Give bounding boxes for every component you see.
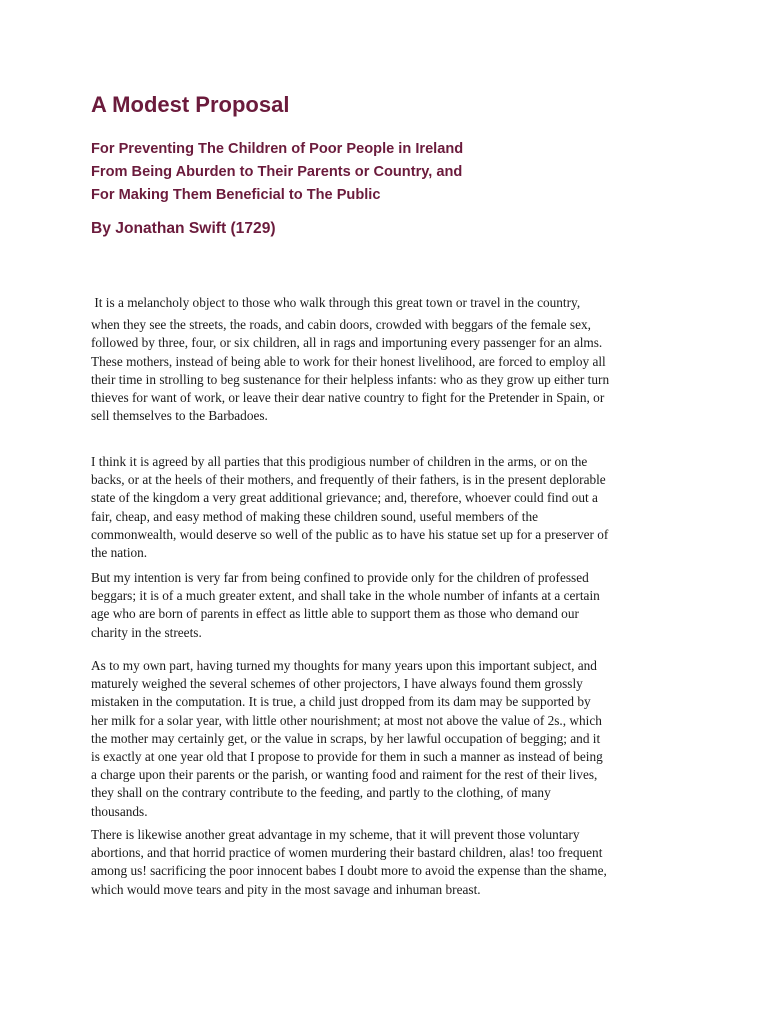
text-line: age who are born of parents in effect as little able to support them as those who demand our <box>91 606 579 622</box>
text-line: It is a melancholy object to those who walk through this great town or travel in the country, <box>91 295 581 310</box>
text-line: they shall on the contrary contribute to the feeding, and partly to the clothing, of many <box>91 785 551 801</box>
text-line: is exactly at one year old that I propose to provide for them in such a manner as instead of being <box>91 749 603 765</box>
text-line: mistaken in the computation. It is true, a child just dropped from its dam may be supported by <box>91 694 591 710</box>
text-line: charity in the streets. <box>91 624 202 640</box>
document-subtitle <box>91 138 463 207</box>
text-line: her milk for a solar year, with little other nourishment; at most not above the value of 2s., which <box>91 712 602 728</box>
text-line: their time in strolling to beg sustenance for their helpless infants: who as they grow up either turn <box>91 371 610 387</box>
text-line: state of the kingdom a very great additional grievance; and, therefore, whoever could find out a <box>91 490 598 506</box>
text-line: the nation. <box>91 545 148 561</box>
text-line: the mother may certainly get, or the value in scraps, by her lawful occupation of begging; and it <box>91 730 601 746</box>
document-title: A Modest Proposal <box>91 92 290 117</box>
text-line: maturely weighed the several schemes of other projectors, I have always found them grossly <box>91 676 583 692</box>
paragraph <box>91 657 691 821</box>
text-line: abortions, and that horrid practice of women murdering their bastard children, alas! too frequent <box>91 845 603 861</box>
text-line: thieves for want of work, or leave their dear native country to fight for the Pretender in Spain, or <box>91 390 605 406</box>
paragraph <box>91 453 691 562</box>
text-line: But my intention is very far from being confined to provide only for the children of professed <box>91 570 589 585</box>
text-line: commonwealth, would deserve so well of the public as to have his statue set up for a preserver of <box>91 526 609 542</box>
paragraph <box>91 826 691 899</box>
author-byline: By Jonathan Swift (1729) <box>91 220 276 237</box>
text-line: backs, or at the heels of their mothers, and frequently of their fathers, is in the present deplorable <box>91 472 606 488</box>
text-line: These mothers, instead of being able to work for their honest livelihood, are forced to employ all <box>91 353 606 369</box>
text-line: As to my own part, having turned my thoughts for many years upon this important subject, and <box>91 658 597 673</box>
subtitle-line: For Making Them Beneficial to The Public <box>91 187 381 203</box>
subtitle-line: For Preventing The Children of Poor People in Ireland <box>91 141 464 157</box>
text-line: when they see the streets, the roads, and cabin doors, crowded with beggars of the female sex, <box>91 317 591 333</box>
text-line: I think it is agreed by all parties that this prodigious number of children in the arms, or on the <box>91 454 588 469</box>
text-line: There is likewise another great advantage in my scheme, that it will prevent those voluntary <box>91 827 580 842</box>
paragraph <box>91 569 691 642</box>
text-line: a charge upon their parents or the parish, or wanting food and raiment for the rest of their lives, <box>91 767 598 783</box>
text-line: sell themselves to the Barbadoes. <box>91 408 268 424</box>
text-line: fair, cheap, and easy method of making these children sound, useful members of the <box>91 508 538 524</box>
text-line: among us! sacrificing the poor innocent babes I doubt more to avoid the expense than the shame, <box>91 863 607 879</box>
text-line: thousands. <box>91 803 148 819</box>
text-line: beggars; it is of a much greater extent, and shall take in the whole number of infants at a certain <box>91 588 600 604</box>
text-line: followed by three, four, or six children, all in rags and importuning every passenger for an alms. <box>91 335 603 351</box>
subtitle-line: From Being Aburden to Their Parents or Country, and <box>91 164 463 180</box>
paragraph <box>91 294 691 425</box>
text-line: which would move tears and pity in the most savage and inhuman breast. <box>91 881 481 897</box>
